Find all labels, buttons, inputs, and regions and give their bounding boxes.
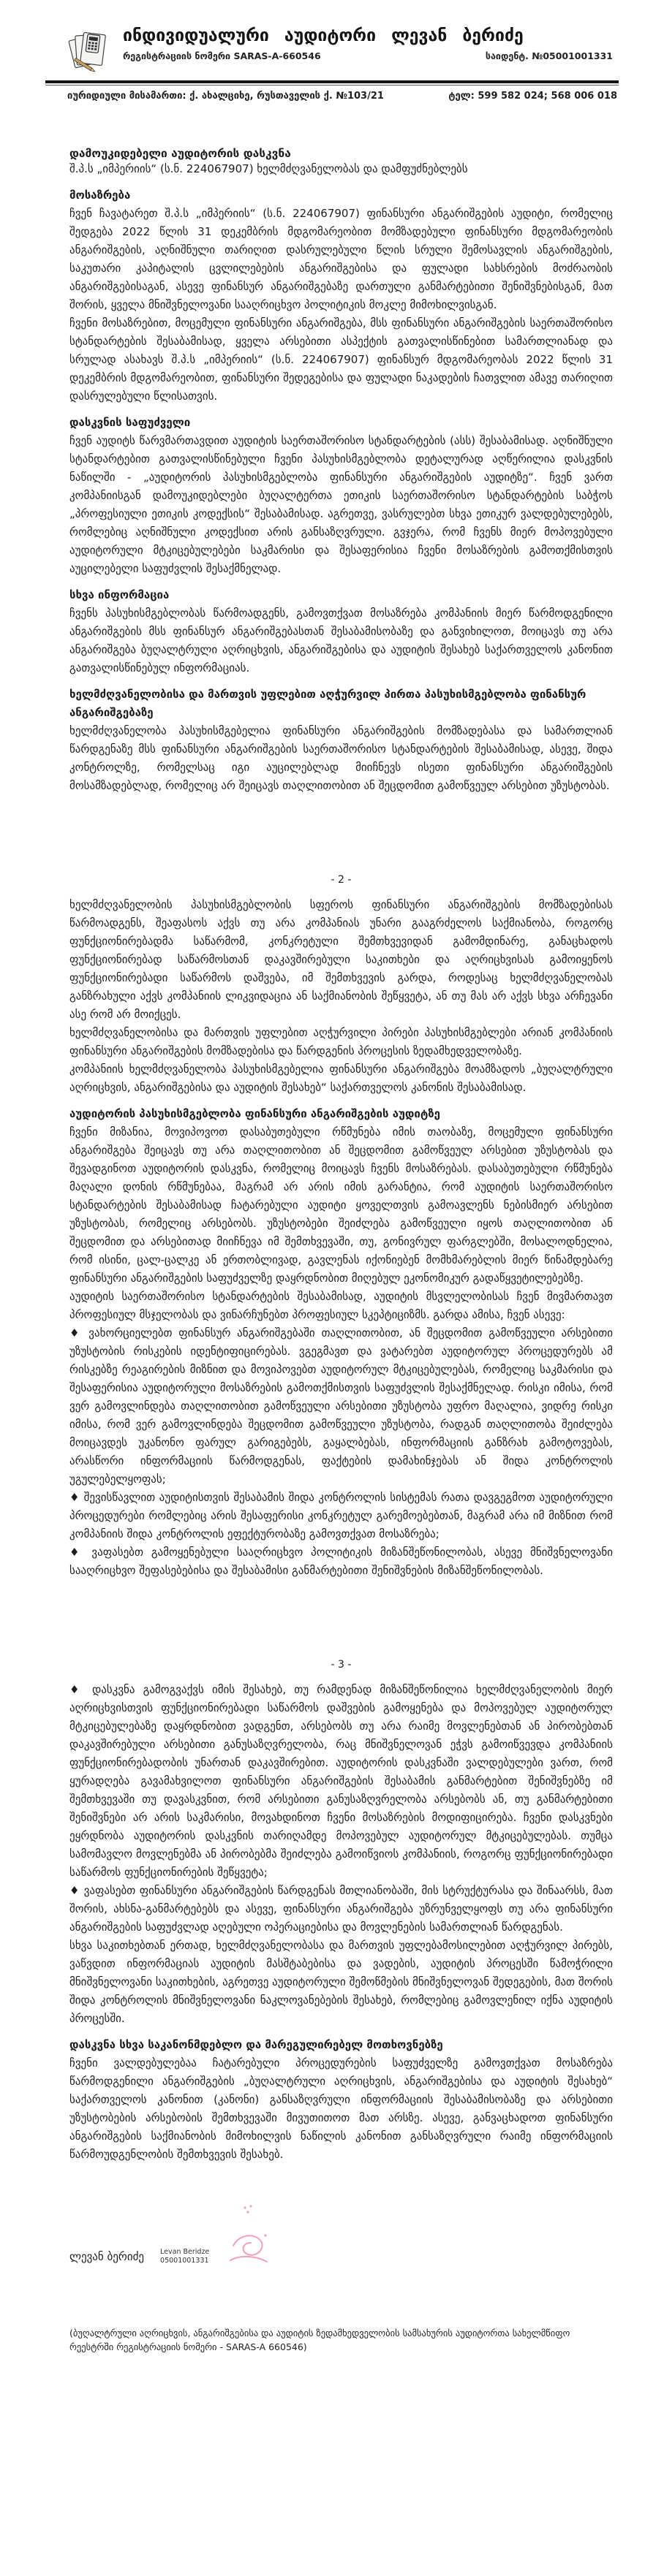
pink-stamp-icon (223, 2197, 276, 2273)
bullet-item: ♦ ვაფასებთ ფინანსური ანგარიშგების წარდგენას მთლიანობაში, მის სტრუქტურასა და შინაარსს, მათ შორის, ახსნა-განმარტებებს და ასევე, ფინანსური ანგარიშგება უზრუნველყოფს თუ არა ფინანსური ანგარიშგების საფუძვლად აღებული ოპერაციებისა და მოვლენების სამართლიან წარდგენას. (69, 1884, 613, 1934)
bullet-item: ♦ ვაფასებთ გამოყენებული სააღრიცხვო პოლიტიკის მიზანშეწონილობას, ასევე მნიშვნელოვანი სააღრიცხვო შეფასებებისა და შესაბამისი განმარტებითი შენიშვნების მიზანშეწონილობას. (69, 1546, 613, 1577)
page-number: - 2 - (331, 874, 352, 886)
paragraph: ჩვენი მოსაზრებით, მოცემული ფინანსური ანგარიშგება, მსს ფინანსური ანგარიშგების საერთაშორისო სტანდარტების შესაბამისად, ყველა არსებითი ასპექტის გათვალისწინებით სამართლიანად და სრულად ასახავს შ.პ.ს „იმპერიის“ (ს.ნ. 224067907) ფინანსურ მდგომარეობას 2022 წლის 31 დეკემბრის მდგომარეობით, ფინანსური შედეგებისა და ფულადი ნაკადების ჩათვლით ამავე თარიღით დასრულებული წლისათვის. (69, 316, 613, 403)
section-heading: სხვა ინფორმაცია (69, 588, 170, 601)
section-heading: მოსაზრება (69, 189, 131, 202)
firm-title: ინდივიდუალური აუდიტორი ლევან ბერიძე (123, 26, 524, 45)
addressee-line: შ.პ.ს „იმპერიის“ (ს.ნ. 224067907) ხელმძღვანელობას და დამფუძნებლებს (69, 162, 468, 175)
section-heading: ხელმძღვანელობისა და მართვის უფლებით აღჭურვილ პირთა პასუხისმგებლობა ფინანსურ ანგარიშგებაზე (69, 688, 586, 719)
paragraph: ჩვენ აუდიტს წარვმართავდით აუდიტის საერთაშორისო სტანდარტების (ასს) შესაბამისად. აღნიშნული სტანდარტებით გათვალისწინებული ჩვენი პასუხისმგებლობა დეტალურად აღწერილია დასკვნის ნაწილში - „აუდიტორის პასუხისმგებლობა ფინანსური ანგარიშგების აუდიტზე“. ჩვენ ვართ კომპანიისგან დამოუკიდებლები ბუღალტერთა ეთიკის საერთაშორისო სტანდარტების საბჭოს „პროფესიული ეთიკის კოდექსის“ შესაბამისად. აგრეთვე, ვასრულებთ სხვა ეთიკურ ვალდებულებებს, რომლებიც აღნიშნული კოდექსით არის განსაზღვრული. გვჯერა, რომ ჩვენს მიერ მოპოვებული აუდიტორული მტკიცებულებები საკმარისი და შესაფერისია ჩვენი მოსაზრების გამოთქმისთვის აუცილებელი საფუძვლის შესაქმნელად. (69, 434, 613, 575)
paragraph: ხელმძღვანელობისა და მართვის უფლებით აღჭურვილი პირები პასუხისმგებლები არიან კომპანიის ფინანსური ანგარიშგების მომზადებისა და წარდგენის პროცესის ზედამხედველობაზე. (69, 1026, 613, 1057)
section-heading: აუდიტორის პასუხისმგებლობა ფინანსური ანგარიშგების აუდიტზე (69, 1107, 440, 1120)
paragraph: ჩვენ ჩავატარეთ შ.პ.ს „იმპერიის“ (ს.ნ. 224067907) ფინანსური ანგარიშგების აუდიტი, რომელიც შედგება 2022 წლის 31 დეკემბრის მდგომარეობით მომზადებული ფინანსური მდგომარეობის ანგარიშგების, აღნიშნული თარიღით დასრულებული წლის სრული შემოსავლის ანგარიშგების, საკუთარი კაპიტალის ცვლილებების ანგარიშგებისა და ფულადი სახსრების მოძრაობის ანგარიშგებისაგან, ასევე ფინანსურ ანგარიშგებაზე დართული განმარტებითი შენიშვნებისგან, მათ შორის, ყველა მნიშვნელოვანი სააღრიცხვო პოლიტიკის მოკლე მიმოხილვისგან. (69, 207, 613, 311)
paragraph: ჩვენს პასუხისმგებლობას წარმოადგენს, გამოვთქვათ მოსაზრება კომპანიის მიერ წარმოდგენილი ანგარიშგების მსს ფინანსურ ანგარიშგებასთან შესაბამისობაზე და განვიხილოთ, მოიცავს თუ არა ანგარიშგება ბუღალტრული აღრიცხვის, ანგარიშგებისა და აუდიტის შესახებ საქართველოს კანონით გათვალისწინებულ ინფორმაციას. (69, 607, 613, 675)
report-title: დამოუკიდებელი აუდიტორის დასკვნა (69, 147, 291, 160)
paragraph: ხელმძღვანელობა პასუხისმგებელია ფინანსური ანგარიშგების მომზადებასა და სამართლიან წარდგენაზე მსს ფინანსური ანგარიშგების საერთაშორისო სტანდარტების შესაბამისად, ასევე, შიდა კონტროლზე, რომელსაც იგი აუცილებლად მიიჩნევს ისეთი ფინანსური ანგარიშგების მოსამზადებლად, რომელიც არ შეიცავს თაღლითობით ან შეცდომით გამოწვეულ არსებით უზუსტობას. (69, 724, 613, 792)
bullet-item: ♦ ვახორციელებთ ფინანსურ ანგარიშგებაში თაღლითობით, ან შეცდომით გამოწვეული არსებითი უზუსტობის რისკების იდენტიფიცირებას. ვგეგმავთ და ვატარებთ აუდიტორულ პროცედურებს ამ რისკებზე რეაგირების მიზნით და მოვიპოვებთ აუდიტორულ მტკიცებულებას, რომელიც საკმარისი და შესაფერისია აუდიტორული მოსაზრების გამოთქმისთვის საფუძვლის შესაქმნელად. რისკი იმისა, რომ ვერ გამოვლინდება თაღლითობით გამოწვეული არსებითი უზუსტობა უფრო მაღალია, ვიდრე რისკი იმისა, რომ ვერ გამოვლინდება შეცდომით გამოწვეული უზუსტობა, რადგან თაღლითობა შეიძლება მოიცავდეს უკანონო ფარულ გარიგებებს, გაყალბებას, ინფორმაციის განზრახ გამოტოვებას, არასწორი ინფორმაციის წარმოდგენას, ფაქტების დამახინჯებას ან შიდა კონტროლის უგულებელყოფას; (69, 1326, 613, 1486)
auditor-name: ლევან ბერიძე (69, 2250, 145, 2263)
legal-address: იურიდიული მისამართი: ქ. ახალციხე, რუსთაველის ქ. №103/21 (67, 91, 384, 102)
report-body (0, 147, 664, 2164)
paragraph: კომპანიის ხელმძღვანელობა პასუხისმგებელია ფინანსური ანგარიშგება მოამზადოს „ბუღალტრული აღრიცხვის, ანგარიშგებისა და აუდიტის შესახებ“ საქართველოს კანონის შესაბამისად. (69, 1063, 613, 1094)
identification-number: საიდენტ. №05001001331 (485, 50, 613, 61)
phone-numbers: ტელ: 599 582 024; 568 006 018 (448, 91, 617, 102)
registry-note: (ბუღალტრული აღრიცხვის, ანგარიშგებისა და აუდიტის ზედამხედველობის სამსახურის აუდიტორთა სახელმწიფო რეესტრში რეგისტრაციის ნომერი - SARAS-A 660546) (69, 2328, 570, 2352)
letterhead-subline (123, 50, 613, 61)
horizontal-rule (45, 80, 619, 86)
letterhead (0, 0, 664, 73)
registration-number: რეგისტრაციის ნომერი SARAS-A-660546 (123, 50, 321, 61)
paragraph: ჩვენი მიზანია, მოვიპოვოთ დასაბუთებული რწმუნება იმის თაობაზე, მოცემული ფინანსური ანგარიშგება შეიცავს თუ არა თაღლითობით ან შეცდომით გამოწვეულ არსებით უზუსტობას და შევადგინოთ აუდიტორის დასკვნა, რომელიც მოიცავს ჩვენს მოსაზრებას. დასაბუთებული რწმუნება მაღალი დონის რწმუნებაა, მაგრამ არ არის იმის გარანტია, რომ აუდიტის საერთაშორისო სტანდარტების შესაბამისად ჩატარებული აუდიტი ყოველთვის გამოავლენს ნებისმიერ არსებით უზუსტობას, რომელიც არსებობს. უზუსტობები შეიძლება გამოწვეული იყოს თაღლითობით ან შეცდომით და არსებითად მიიჩნევა იმ შემთხვევაში, თუ, გონივრულ ფარგლებში, მოსალოდნელია, რომ ისინი, ცალ-ცალკე ან ერთობლივად, გავლენას იქონიებენ მომხმარებლის მიერ წინამდებარე ფინანსური ანგარიშგების საფუძველზე დაყრდნობით მიღებულ ეკონომიკურ გადაწყვეტილებებზე. (69, 1125, 613, 1285)
paragraph: სხვა საკითხებთან ერთად, ხელმძღვანელობასა და მართვის უფლებამოსილებით აღჭურვილ პირებს, ვაწვდით ინფორმაციას აუდიტის მასშტაბებისა და ვადების, აუდიტის პროცესში წამოჭრილი მნიშვნელოვანი საკითხების, აგრეთვე აუდიტორული შემოწმების მნიშვნელოვან შედეგების, მათ შორის შიდა კონტროლის მნიშვნელოვანი ნაკლოვანებების შესახებ, რომლებიც გამოვლენილ იქნა აუდიტის პროცესში. (69, 1939, 613, 2025)
page-number: - 3 - (331, 1659, 352, 1671)
paragraph: ხელმძღვანელობის პასუხისმგებლობის სფეროს ფინანსური ანგარიშგების მომზადებისას წარმოადგენს, შეაფასოს აქვს თუ არა კომპანიას უნარი გააგრძელოს საქმიანობა, როგორც ფუნქციონირებადმა საწარმომ, კონკრეტული შემთხვევიდან გამომდინარე, განაცხადოს ფუნქციონირებად საწარმოსთან დაკავშირებული საკითხები და აღრიცხვისას გამოიყენოს ფუნქციონირებადი საწარმოს დაშვება, იმ შემთხვევის გარდა, როდესაც ხელმძღვანელობას განზრახული აქვს კომპანიის ლიკვიდაცია ან საქმიანობის შეწყვეტა, ან თუ მას არ აქვს სხვა არჩევანი ასე რომ არ მოიქცეს. (69, 898, 613, 1021)
paragraph: აუდიტის საერთაშორისო სტანდარტების შესაბამისად, აუდიტის მსვლელობისას ჩვენ მივმართავთ პროფესიულ მსჯელობას და ვინარჩუნებთ პროფესიულ სკეპტიციზმს. გარდა ამისა, ჩვენ ასევე: (69, 1290, 613, 1321)
paragraph: ჩვენი ვალდებულებაა ჩატარებული პროცედურების საფუძველზე გამოვთქვათ მოსაზრება წარმოდგენილი ანგარიშგების „ბუღალტრული აღრიცხვის, ანგარიშგებისა და აუდიტის შესახებ“ საქართველოს კანონით (კანონი) განსაზღვრული ინფორმაციის შესაბამისობაზე და არსებითი უზუსტობების არსებობის შემთხვევაში მივუთითოთ მათ არსზე. ასევე, განვაცხადოთ ფინანსური ანგარიშგების საქმიანობის მიმოხილვის ნაწილის კანონით განსაზღვრული რაიმე ინფორმაციის წარმოუდგენლობის შემთხვევის შესახებ. (69, 2056, 613, 2161)
digital-signature-id: 05001001331 (160, 2257, 209, 2265)
report-sections (69, 186, 613, 2164)
contact-line (0, 86, 664, 102)
bullet-item: ♦ შევისწავლით აუდიტისთვის შესაბამის შიდა კონტროლის სისტემას რათა დავგეგმოთ აუდიტორული პროცედურები რომლებიც არის შესაფერისი კონკრეტულ გარემოებებთან, მაგრამ არა იმ მიზნით რომ კომპანიის შიდა კონტროლის ეფექტურობაზე გამოვთქვათ მოსაზრება; (69, 1491, 613, 1540)
bullet-item: ♦ დასკვნა გამოგვაქვს იმის შესახებ, თუ რამდენად მიზანშეწონილია ხელმძღვანელობის მიერ აღრიცხვისთვის ფუნქციონირებადი საწარმოს დაშვების გამოყენება და მოპოვებულ აუდიტორულ მტკიცებულებაზე დაყრდნობით ვადგენთ, არსებობს თუ არა რაიმე მოვლენებთან ან პირობებთან დაკავშირებული არსებითი განუსაზღვრელობა, რაც მნიშვნელოვან ეჭვს გამოიწვევდა კომპანიის ფუნქციონირებადობის უნართან დაკავშირებით. აუდიტორის დასკვნაში ვალდებულები ვართ, რომ ყურადღება გავამახვილოთ ფინანსური ანგარიშგების შესაბამის განმარტებით შენიშვნებზე იმ შემთხვევაში თუ დავასკვნით, რომ არსებითი განუსაზღვრელობა არსებობს ან, თუ განმარტებითი შენიშვნები არ არის საკმარისი, მოვახდინოთ ჩვენი მოსაზრების მოდიფიცირება. ჩვენი დასკვნები ეყრდნობა აუდიტორის დასკვნის თარიღამდე მოპოვებულ აუდიტორულ მტკიცებულებას. თუმცა სამომავლო მოვლენებმა ან პირობებმა შეიძლება გამოიწვიოს კომპანიის, როგორც ფუნქციონირებადი საწარმოს ფუნქციონირების შეწყვეტა; (69, 1683, 613, 1879)
documents-calculator-pencil-icon (67, 28, 111, 73)
section-heading: დასკვნის საფუძველი (69, 416, 191, 429)
digital-signature (160, 2248, 209, 2265)
letterhead-text (123, 26, 613, 61)
digital-signature-name: Levan Beridze (160, 2248, 210, 2256)
section-heading: დასკვნა სხვა საკანონმდებლო და მარეგულირებელ მოთხოვნებზე (69, 2038, 443, 2051)
signature-block (69, 2231, 664, 2282)
